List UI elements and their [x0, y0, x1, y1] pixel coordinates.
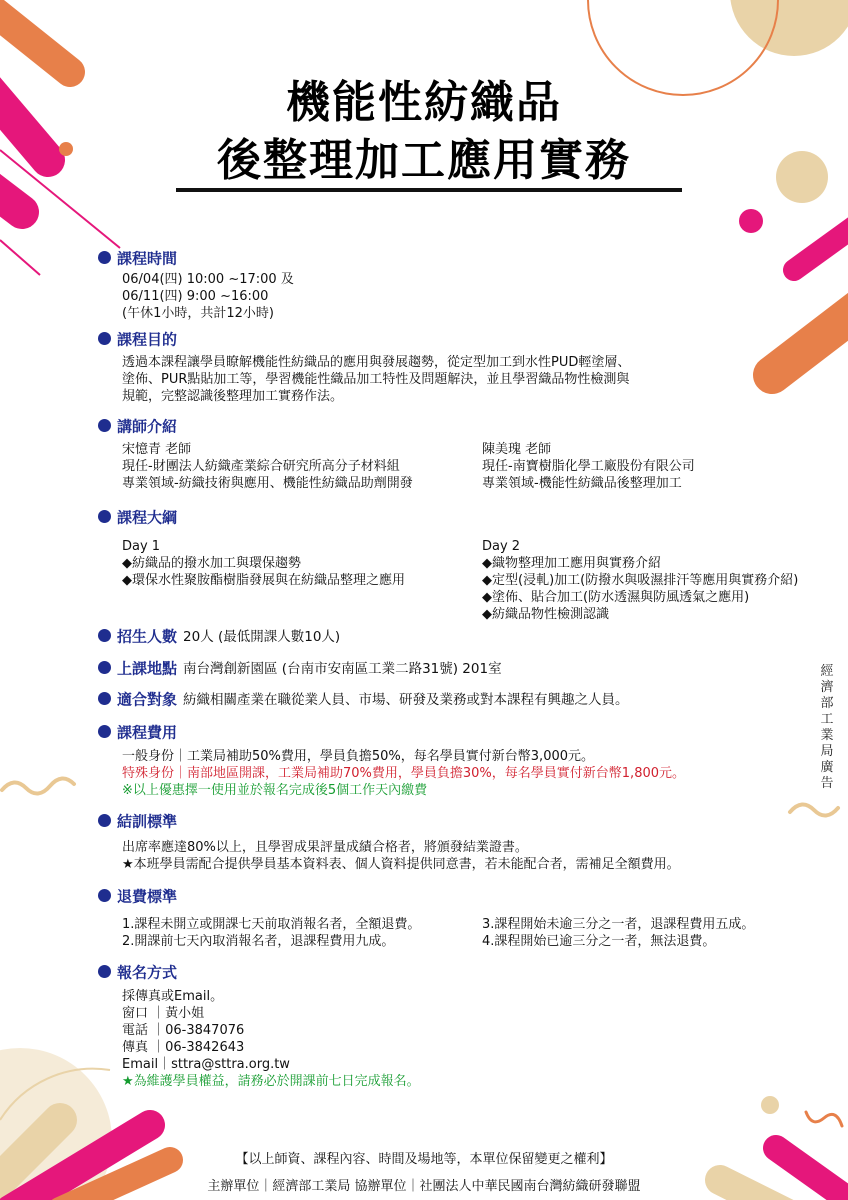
outline-day2 [482, 538, 832, 623]
deco-pink-stripe [794, 215, 848, 270]
section-heading: 報名方式 [117, 963, 178, 982]
section-heading: 適合對象 [117, 690, 178, 709]
section-enrollment [98, 626, 340, 646]
refund-left [122, 916, 472, 950]
refund-rule: 3.課程開始未逾三分之一者，退課程費用五成。 [482, 917, 755, 932]
instructor-name: 宋憶青 老師 [122, 442, 192, 457]
bullet-dot-icon [98, 510, 111, 523]
side-advert-char: 濟 [820, 680, 834, 695]
purpose-line: 塗佈、PUR點貼加工等，學習機能性織品加工特性及問題解決，並且學習織品物性檢測與 [122, 372, 630, 387]
bullet-dot-icon [98, 725, 111, 738]
footer-organizers: 主辦單位｜經濟部工業局 協辦單位｜社團法人中華民國南台灣紡織研發聯盟 [207, 1179, 641, 1194]
fee-note: ※以上優惠擇一使用並於報名完成後5個工作天內繳費 [122, 783, 428, 798]
section-heading: 上課地點 [117, 659, 178, 678]
outline-day1 [122, 538, 472, 589]
section-refund [98, 886, 755, 949]
deco-tan-wave [790, 804, 838, 815]
outline-day-label: Day 1 [122, 539, 161, 554]
bullet-dot-icon [98, 889, 111, 902]
page-title-line-2: 後整理加工應用實務 [217, 135, 631, 186]
section-completion [98, 811, 680, 873]
instructor-expertise: 專業領域-紡織技術與應用、機能性紡織品助劑開發 [122, 476, 413, 491]
registration-contact: 窗口 ｜黃小姐 [122, 1006, 205, 1021]
outline-item: ◆紡織品物性檢測認識 [482, 607, 609, 622]
section-heading: 講師介紹 [117, 417, 178, 436]
instructor-expertise: 專業領域-機能性紡織品後整理加工 [482, 476, 682, 491]
deco-tan-circle [730, 0, 848, 56]
audience-value: 紡織相關產業在職從業人員、市場、研發及業務或對本課程有興趣之人員。 [183, 691, 629, 708]
completion-line: ★本班學員需配合提供學員基本資料表、個人資料提供同意書，若未能配合者，需補足全額費用。 [122, 857, 680, 872]
registration-note: ★為維護學員權益，請務必於開課前七日完成報名。 [122, 1074, 420, 1089]
deco-pink-dot [739, 209, 763, 233]
deco-tan-dot [761, 1096, 779, 1114]
outline-item: ◆塗佈、貼合加工(防水透濕與防風透氣之應用) [482, 590, 750, 605]
footer-notice: 【以上師資、課程內容、時間及場地等，本單位保留變更之權利】 [235, 1152, 613, 1167]
deco-orange-wave [806, 1112, 842, 1126]
instructor-position: 現任-南寶樹脂化學工廠股份有限公司 [482, 459, 695, 474]
deco-tan-arc [0, 1069, 110, 1120]
section-schedule [98, 248, 294, 322]
section-purpose [98, 329, 630, 405]
registration-method: 採傳真或Email。 [122, 989, 224, 1004]
refund-rule: 1.課程未開立或開課七天前取消報名者，全額退費。 [122, 917, 421, 932]
schedule-line: 06/04(四) 10:00 ~17:00 及 [122, 272, 294, 287]
venue-value: 南台灣創新園區 (台南市安南區工業二路31號) 201室 [183, 660, 502, 677]
section-heading: 退費標準 [117, 887, 178, 906]
section-heading: 課程費用 [117, 723, 178, 742]
section-heading: 課程時間 [117, 249, 178, 268]
deco-tan-wave [2, 778, 74, 793]
fee-general: 一般身份｜工業局補助50%費用，學員負擔50%，每名學員實付新台幣3,000元。 [122, 749, 595, 764]
deco-pink-line [0, 240, 40, 275]
bullet-dot-icon [98, 814, 111, 827]
outline-day-label: Day 2 [482, 539, 521, 554]
side-advert-char: 告 [820, 776, 834, 791]
page-title-line-1: 機能性紡織品 [286, 77, 562, 128]
outline-item: ◆定型(浸軋)加工(防撥水與吸濕排汗等應用與實務介紹) [482, 573, 799, 588]
outline-item: ◆織物整理加工應用與實務介紹 [482, 556, 661, 571]
enrollment-value: 20人 (最低開課人數10人) [183, 628, 341, 645]
side-advert-label [818, 664, 836, 792]
title-underline [176, 188, 682, 192]
bullet-dot-icon [98, 419, 111, 432]
section-registration [98, 962, 420, 1090]
refund-rule: 4.課程開始已逾三分之一者，無法退費。 [482, 934, 716, 949]
bullet-dot-icon [98, 692, 111, 705]
outline-item: ◆環保水性聚胺酯樹脂發展與在紡織品整理之應用 [122, 573, 405, 588]
instructor-left [122, 441, 472, 492]
bullet-dot-icon [98, 965, 111, 978]
outline-item: ◆紡織品的撥水加工與環保趨勢 [122, 556, 301, 571]
registration-email: Email｜sttra@sttra.org.tw [122, 1057, 290, 1072]
side-advert-char: 經 [820, 664, 834, 679]
side-advert-char: 部 [820, 696, 834, 711]
instructor-right [482, 441, 832, 492]
purpose-line: 透過本課程讓學員瞭解機能性紡織品的應用與發展趨勢，從定型加工到水性PUD輕塗層、 [122, 355, 631, 370]
bullet-dot-icon [98, 629, 111, 642]
section-fees [98, 722, 685, 799]
instructor-name: 陳美瑰 老師 [482, 442, 552, 457]
section-heading: 招生人數 [117, 627, 178, 646]
bullet-dot-icon [98, 661, 111, 674]
registration-phone: 電話 ｜06-3847076 [122, 1023, 245, 1038]
section-audience [98, 689, 629, 709]
bullet-dot-icon [98, 332, 111, 345]
schedule-line: (午休1小時，共計12小時) [122, 306, 274, 321]
side-advert-char: 廣 [820, 760, 834, 775]
refund-right [482, 916, 832, 950]
purpose-line: 規範，完整認識後整理加工實務作法。 [122, 389, 344, 404]
side-advert-char: 業 [820, 728, 834, 743]
completion-line: 出席率應達80%以上，且學習成果評量成績合格者，將頒發結業證書。 [122, 840, 528, 855]
refund-rule: 2.開課前七天內取消報名者，退課程費用九成。 [122, 934, 395, 949]
bullet-dot-icon [98, 251, 111, 264]
section-venue [98, 658, 502, 678]
schedule-line: 06/11(四) 9:00 ~16:00 [122, 289, 269, 304]
section-instructors [98, 416, 695, 491]
section-heading: 課程大綱 [117, 508, 178, 527]
side-advert-char: 工 [820, 712, 834, 727]
section-outline [98, 507, 799, 622]
section-heading: 結訓標準 [117, 812, 178, 831]
registration-fax: 傳真 ｜06-3842643 [122, 1040, 245, 1055]
deco-orange-stripe [772, 300, 848, 375]
instructor-position: 現任-財團法人紡織產業綜合研究所高分子材料組 [122, 459, 400, 474]
section-heading: 課程目的 [117, 330, 178, 349]
fee-special: 特殊身份｜南部地區開課，工業局補助70%費用，學員負擔30%，每名學員實付新台幣1,800元。 [122, 766, 686, 781]
side-advert-char: 局 [820, 744, 834, 759]
deco-orange-stripe [0, 0, 70, 72]
